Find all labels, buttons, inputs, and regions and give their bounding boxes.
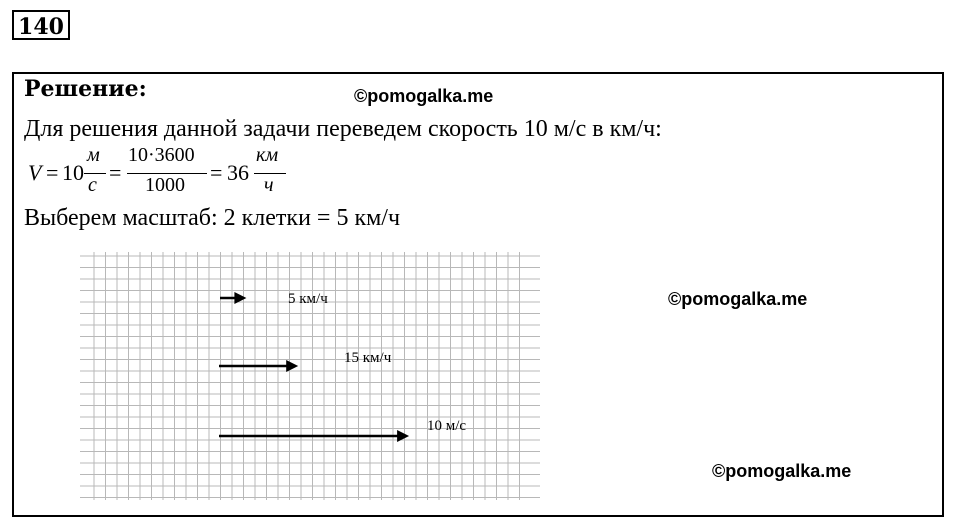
formula-variable: V <box>28 160 42 185</box>
watermark-top: ©pomogalka.me <box>354 86 494 106</box>
formula-expr-numerator: 10·3600 <box>128 144 195 166</box>
formula-equals-1: = <box>46 160 59 185</box>
scale-text: Выберем масштаб: 2 клетки = 5 км/ч <box>24 205 401 231</box>
formula-result-unit-denominator: ч <box>264 174 274 196</box>
problem-number: 140 <box>12 10 70 40</box>
formula-coefficient: 10 <box>62 160 84 185</box>
formula-unit-numerator: м <box>87 144 100 166</box>
intro-text: Для решения данной задачи переведем скорость 10 м/с в км/ч: <box>24 116 662 142</box>
arrow-label-15-kmh: 15 км/ч <box>344 350 392 366</box>
formula-result: 36 <box>227 160 249 185</box>
arrow-label-10-ms: 10 м/с <box>427 418 467 434</box>
arrow-vector <box>219 360 298 372</box>
watermark-middle: ©pomogalka.me <box>668 289 808 309</box>
formula-equals-3: = <box>210 160 223 185</box>
watermark-bottom: ©pomogalka.me <box>712 461 852 481</box>
formula-result-unit-numerator: км <box>256 144 279 166</box>
vector-arrows <box>219 292 409 442</box>
formula-equals-2: = <box>109 160 122 185</box>
solution-heading: Решение: <box>24 76 147 102</box>
formula-expr-denominator: 1000 <box>145 174 185 196</box>
graph-paper-grid <box>80 252 540 500</box>
arrow-label-5-kmh: 5 км/ч <box>288 291 328 307</box>
arrow-head <box>286 360 298 372</box>
formula-unit-denominator: с <box>88 174 97 196</box>
